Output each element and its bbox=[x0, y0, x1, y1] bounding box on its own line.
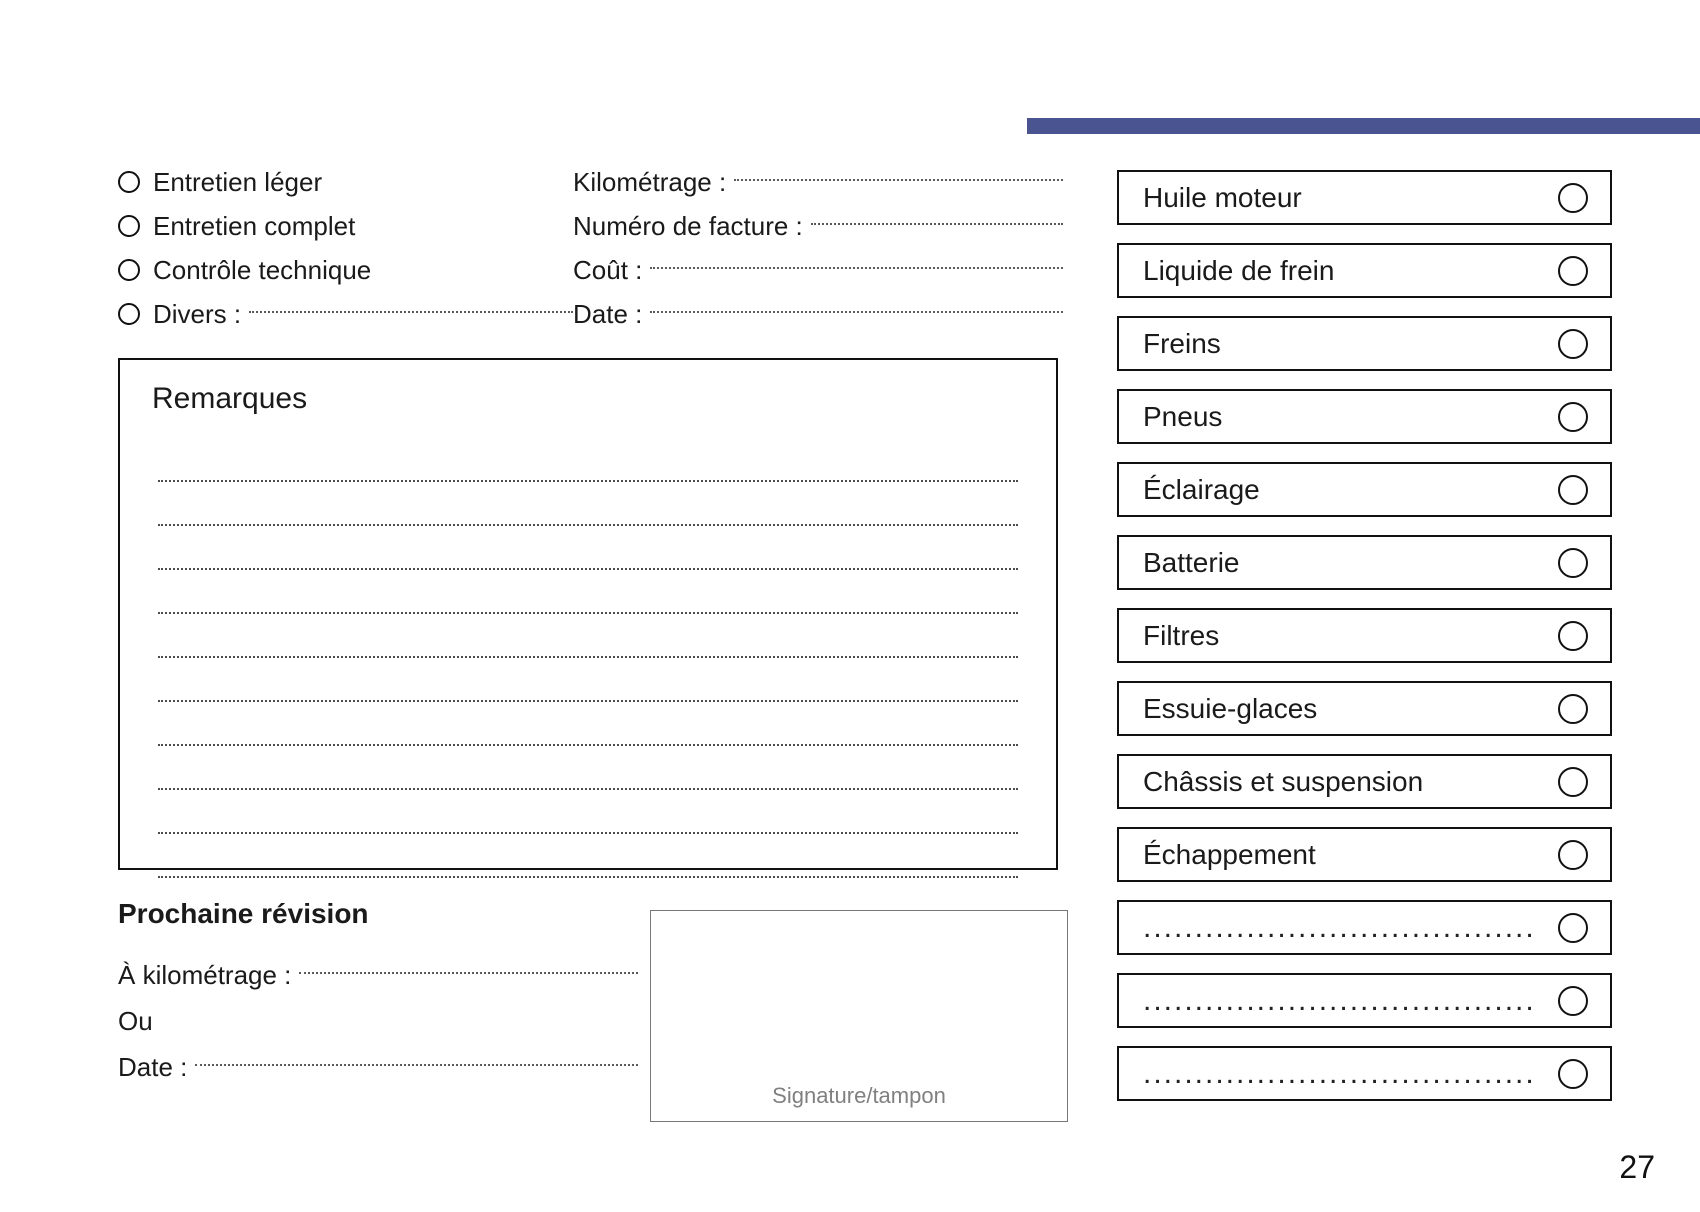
remarks-line[interactable] bbox=[158, 570, 1018, 614]
checklist-item-label: Châssis et suspension bbox=[1143, 765, 1424, 797]
next-revision-mileage-line[interactable] bbox=[299, 971, 638, 974]
checklist-item-echappement[interactable] bbox=[1117, 827, 1612, 882]
radio-circle-icon[interactable] bbox=[1558, 329, 1588, 359]
top-form-area bbox=[118, 160, 1068, 336]
remarks-line[interactable] bbox=[158, 438, 1018, 482]
remarks-line[interactable] bbox=[158, 526, 1018, 570]
checklist-item-pneus[interactable] bbox=[1117, 389, 1612, 444]
page-number: 27 bbox=[1619, 1149, 1655, 1185]
checklist-item-freins[interactable] bbox=[1117, 316, 1612, 371]
field-invoice-number bbox=[573, 204, 1063, 248]
service-type-option[interactable] bbox=[118, 292, 573, 336]
remarks-title: Remarques bbox=[152, 382, 308, 415]
next-revision-or-label: Ou bbox=[118, 1005, 153, 1036]
service-type-option[interactable] bbox=[118, 248, 573, 292]
radio-circle-icon[interactable] bbox=[1558, 1059, 1588, 1089]
radio-circle-icon[interactable] bbox=[1558, 840, 1588, 870]
divers-write-in-line[interactable] bbox=[249, 310, 573, 313]
radio-circle-icon[interactable] bbox=[1558, 475, 1588, 505]
header-accent-bar bbox=[1027, 118, 1700, 134]
next-revision-mileage-row bbox=[118, 952, 638, 998]
signature-caption: Signature/tampon bbox=[772, 1083, 946, 1108]
checklist-item-label: Liquide de frein bbox=[1143, 254, 1335, 286]
remarks-box[interactable] bbox=[118, 358, 1058, 870]
remarks-line[interactable] bbox=[158, 702, 1018, 746]
remarks-lines[interactable] bbox=[120, 438, 1056, 878]
field-date bbox=[573, 292, 1063, 336]
radio-circle-icon[interactable] bbox=[118, 171, 140, 193]
checklist-item-huile-moteur[interactable] bbox=[1117, 170, 1612, 225]
checklist-item-essuie-glaces[interactable] bbox=[1117, 681, 1612, 736]
radio-circle-icon[interactable] bbox=[1558, 913, 1588, 943]
next-revision-title: Prochaine révision bbox=[118, 898, 369, 929]
field-write-in-line[interactable] bbox=[650, 266, 1063, 269]
checklist-item-eclairage[interactable] bbox=[1117, 462, 1612, 517]
next-revision-or-row bbox=[118, 998, 638, 1044]
radio-circle-icon[interactable] bbox=[1558, 402, 1588, 432]
field-cost bbox=[573, 248, 1063, 292]
next-revision-date-label: Date : bbox=[118, 1051, 188, 1082]
field-label: Date : bbox=[573, 298, 643, 329]
field-label: Kilométrage : bbox=[573, 166, 727, 197]
service-type-label: Entretien complet bbox=[153, 210, 356, 241]
checklist-item-label: Huile moteur bbox=[1143, 181, 1302, 213]
next-revision-date-row bbox=[118, 1044, 638, 1090]
radio-circle-icon[interactable] bbox=[1558, 548, 1588, 578]
radio-circle-icon[interactable] bbox=[1558, 986, 1588, 1016]
checklist-item-label: Éclairage bbox=[1143, 473, 1260, 505]
checklist-item-label: ...................................... bbox=[1143, 1056, 1536, 1090]
checklist-item-blank-1[interactable] bbox=[1117, 900, 1612, 955]
next-revision-date-line[interactable] bbox=[195, 1063, 638, 1066]
checklist-item-label: ...................................... bbox=[1143, 910, 1536, 944]
next-revision-mileage-label: À kilométrage : bbox=[118, 959, 292, 990]
radio-circle-icon[interactable] bbox=[118, 303, 140, 325]
field-write-in-line[interactable] bbox=[811, 222, 1063, 225]
checklist-item-liquide-de-frein[interactable] bbox=[1117, 243, 1612, 298]
checklist-item-chassis-et-suspension[interactable] bbox=[1117, 754, 1612, 809]
service-type-option[interactable] bbox=[118, 204, 573, 248]
checklist-item-label: ...................................... bbox=[1143, 983, 1536, 1017]
service-type-label: Entretien léger bbox=[153, 166, 323, 197]
field-write-in-line[interactable] bbox=[650, 310, 1063, 313]
remarks-line[interactable] bbox=[158, 658, 1018, 702]
left-column bbox=[118, 160, 1068, 336]
field-label: Numéro de facture : bbox=[573, 210, 803, 241]
checklist-item-label: Pneus bbox=[1143, 400, 1223, 432]
checklist-item-blank-2[interactable] bbox=[1117, 973, 1612, 1028]
remarks-line[interactable] bbox=[158, 614, 1018, 658]
invoice-fields-list bbox=[573, 160, 1063, 336]
signature-box[interactable] bbox=[650, 910, 1068, 1122]
next-revision-section bbox=[118, 898, 638, 1090]
radio-circle-icon[interactable] bbox=[1558, 767, 1588, 797]
radio-circle-icon[interactable] bbox=[1558, 621, 1588, 651]
checklist-item-filtres[interactable] bbox=[1117, 608, 1612, 663]
remarks-line[interactable] bbox=[158, 834, 1018, 878]
radio-circle-icon[interactable] bbox=[118, 215, 140, 237]
remarks-line[interactable] bbox=[158, 482, 1018, 526]
checklist-item-label: Batterie bbox=[1143, 546, 1240, 578]
checklist-item-label: Essuie-glaces bbox=[1143, 692, 1318, 724]
remarks-line[interactable] bbox=[158, 790, 1018, 834]
field-write-in-line[interactable] bbox=[734, 178, 1063, 181]
checklist-item-label: Freins bbox=[1143, 327, 1221, 359]
radio-circle-icon[interactable] bbox=[1558, 694, 1588, 724]
checklist-column bbox=[1117, 170, 1612, 1119]
service-type-option[interactable] bbox=[118, 160, 573, 204]
field-mileage bbox=[573, 160, 1063, 204]
service-type-label: Divers : bbox=[153, 298, 242, 329]
field-label: Coût : bbox=[573, 254, 643, 285]
checklist-item-label: Échappement bbox=[1143, 838, 1316, 870]
radio-circle-icon[interactable] bbox=[1558, 256, 1588, 286]
checklist-item-label: Filtres bbox=[1143, 619, 1220, 651]
checklist-item-blank-3[interactable] bbox=[1117, 1046, 1612, 1101]
radio-circle-icon[interactable] bbox=[118, 259, 140, 281]
radio-circle-icon[interactable] bbox=[1558, 183, 1588, 213]
service-type-list bbox=[118, 160, 573, 336]
service-type-label: Contrôle technique bbox=[153, 254, 372, 285]
checklist-item-batterie[interactable] bbox=[1117, 535, 1612, 590]
remarks-line[interactable] bbox=[158, 746, 1018, 790]
